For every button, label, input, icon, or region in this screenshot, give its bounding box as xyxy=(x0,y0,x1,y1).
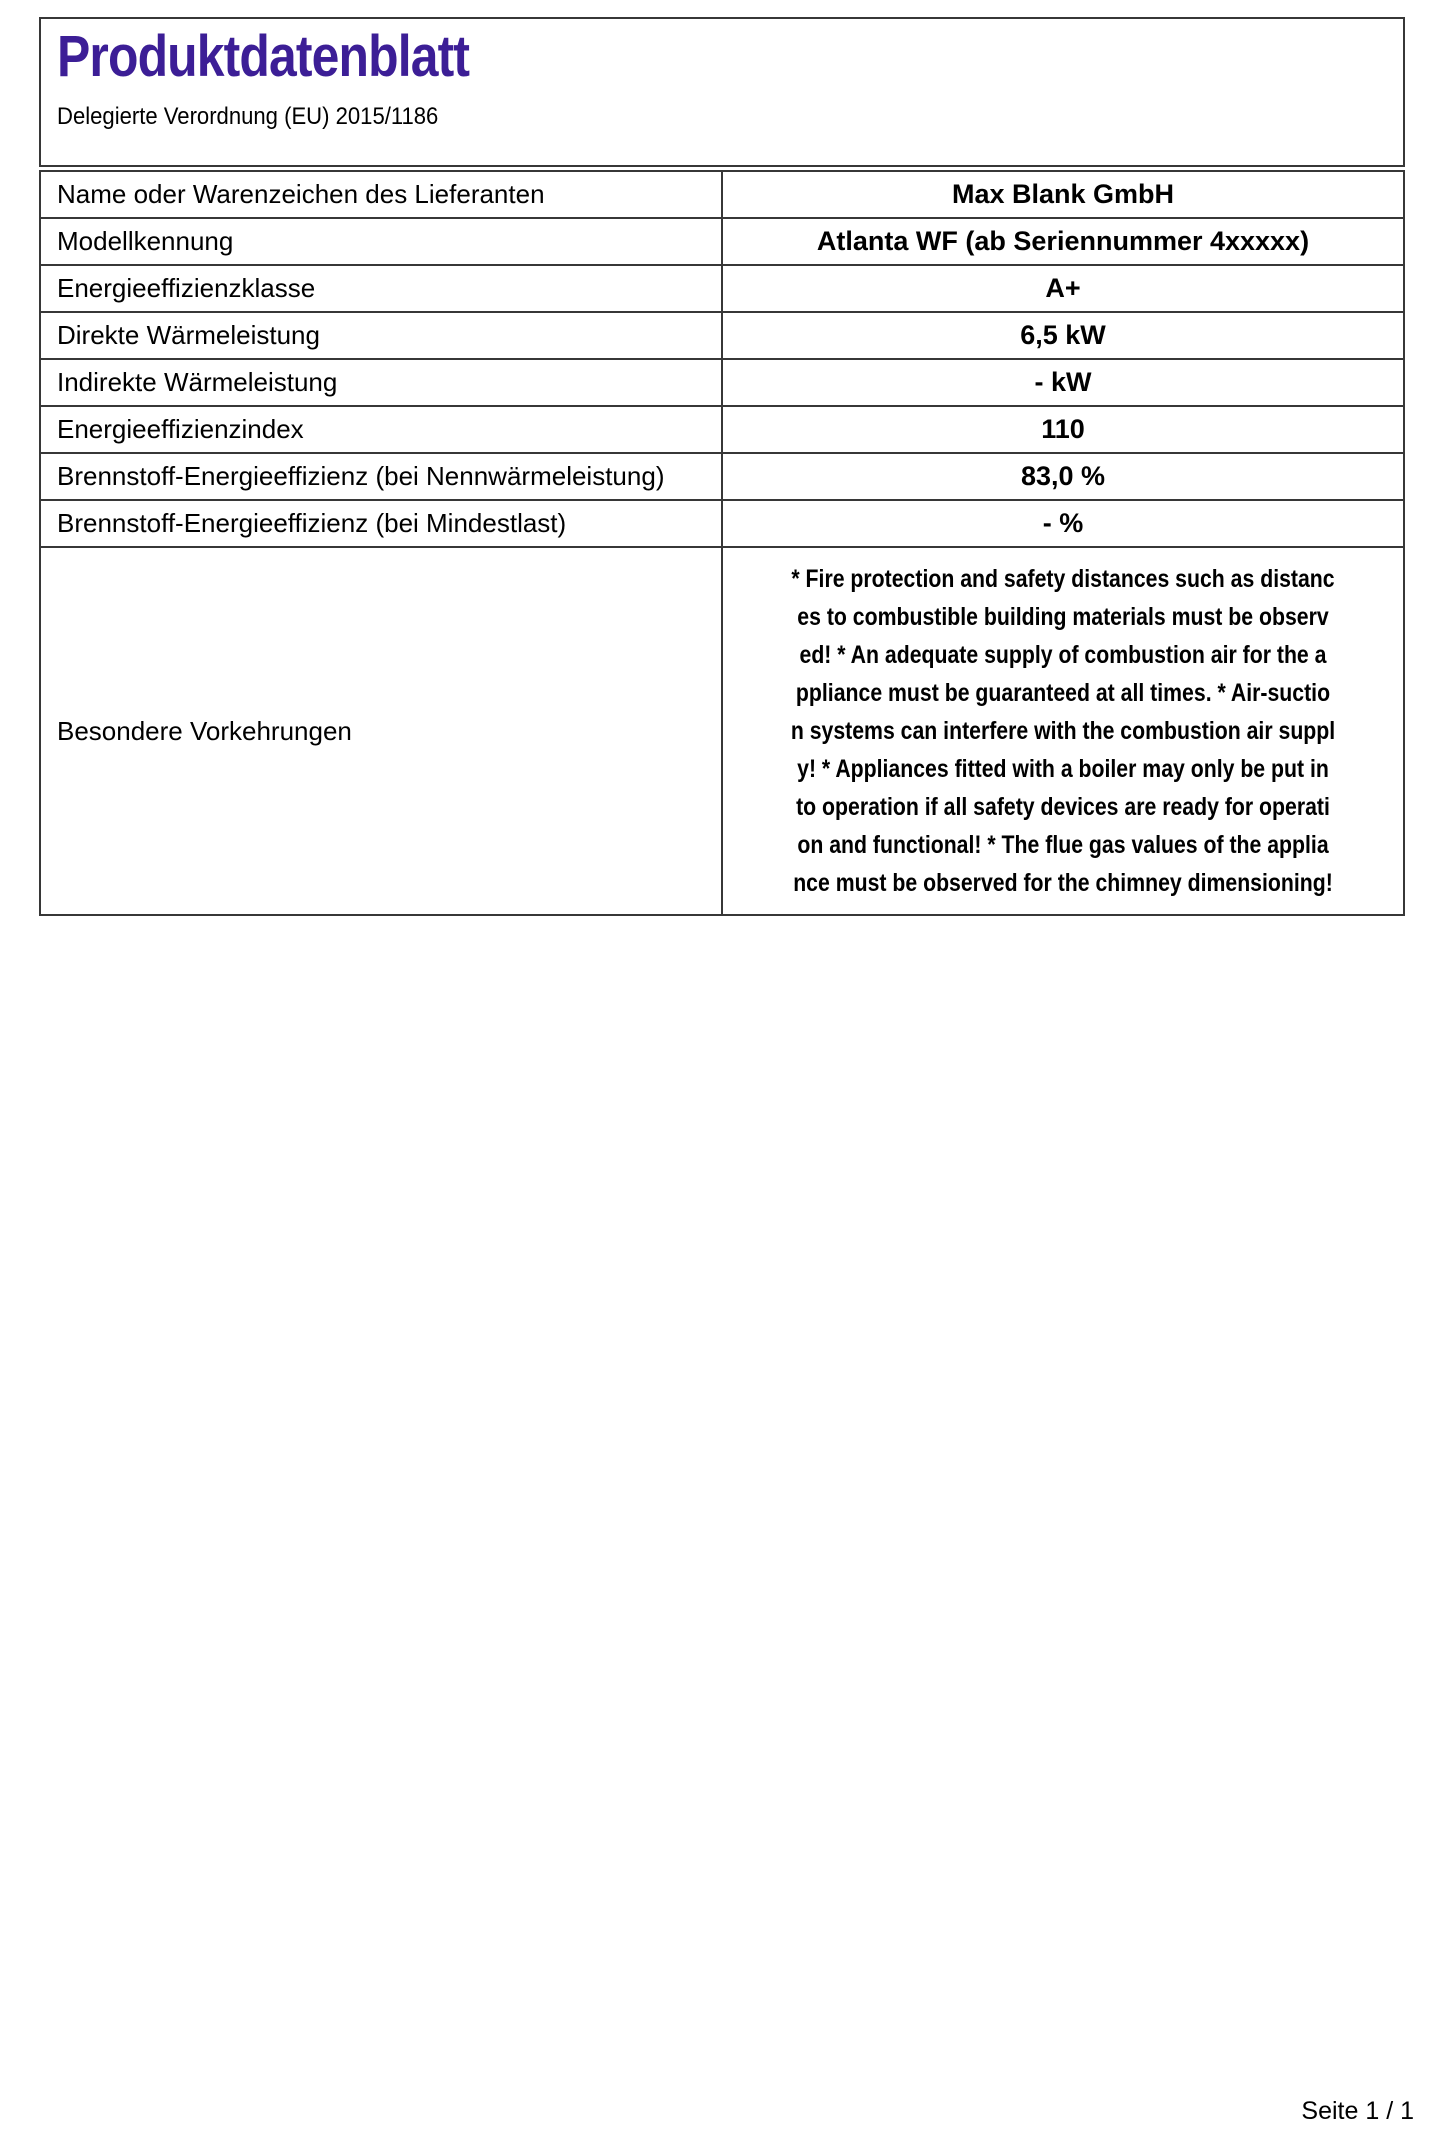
special-line: ppliance must be guaranteed at all times. * Air-suctio xyxy=(795,679,1331,707)
table-row xyxy=(40,218,1404,265)
row-label: Energieeffizienzklasse xyxy=(40,265,722,312)
table-row xyxy=(40,265,1404,312)
row-label: Besondere Vorkehrungen xyxy=(40,547,722,915)
special-line: nce must be observed for the chimney dimensioning! xyxy=(793,869,1333,897)
table-row xyxy=(40,406,1404,453)
row-label: Energieeffizienzindex xyxy=(40,406,722,453)
row-value: A+ xyxy=(722,265,1404,312)
special-line: ed! * An adequate supply of combustion air for the a xyxy=(799,641,1327,669)
row-label: Modellkennung xyxy=(40,218,722,265)
table-row xyxy=(40,500,1404,547)
special-line: es to combustible building materials must be observ xyxy=(797,603,1329,631)
page-number: Seite 1 / 1 xyxy=(1301,2097,1414,2125)
row-value: - % xyxy=(722,500,1404,547)
row-label: Brennstoff-Energieeffizienz (bei Nennwärmeleistung) xyxy=(40,453,722,500)
row-label: Indirekte Wärmeleistung xyxy=(40,359,722,406)
special-line: * Fire protection and safety distances such as distanc xyxy=(791,565,1335,593)
table-row xyxy=(40,359,1404,406)
document-header xyxy=(39,17,1405,167)
table-row xyxy=(40,312,1404,359)
row-label: Brennstoff-Energieeffizienz (bei Mindestlast) xyxy=(40,500,722,547)
special-line: n systems can interfere with the combustion air suppl xyxy=(790,717,1336,745)
row-value: Atlanta WF (ab Seriennummer 4xxxxx) xyxy=(722,218,1404,265)
table-row xyxy=(40,171,1404,218)
table-row xyxy=(40,453,1404,500)
row-label: Direkte Wärmeleistung xyxy=(40,312,722,359)
product-data-table xyxy=(39,170,1405,916)
page-title: Produktdatenblatt xyxy=(57,24,470,89)
row-value: 6,5 kW xyxy=(722,312,1404,359)
row-value-special-precautions xyxy=(722,547,1404,915)
row-label: Name oder Warenzeichen des Lieferanten xyxy=(40,171,722,218)
table-row-special-precautions xyxy=(40,547,1404,915)
special-line: to operation if all safety devices are ready for operati xyxy=(796,793,1330,821)
row-value: 83,0 % xyxy=(722,453,1404,500)
page-subtitle: Delegierte Verordnung (EU) 2015/1186 xyxy=(57,103,439,130)
product-datasheet-page xyxy=(39,17,1405,916)
row-value: 110 xyxy=(722,406,1404,453)
special-line: y! * Appliances fitted with a boiler may only be put in xyxy=(797,755,1329,783)
row-value: Max Blank GmbH xyxy=(722,171,1404,218)
special-line: on and functional! * The flue gas values of the applia xyxy=(797,831,1329,859)
row-value: - kW xyxy=(722,359,1404,406)
